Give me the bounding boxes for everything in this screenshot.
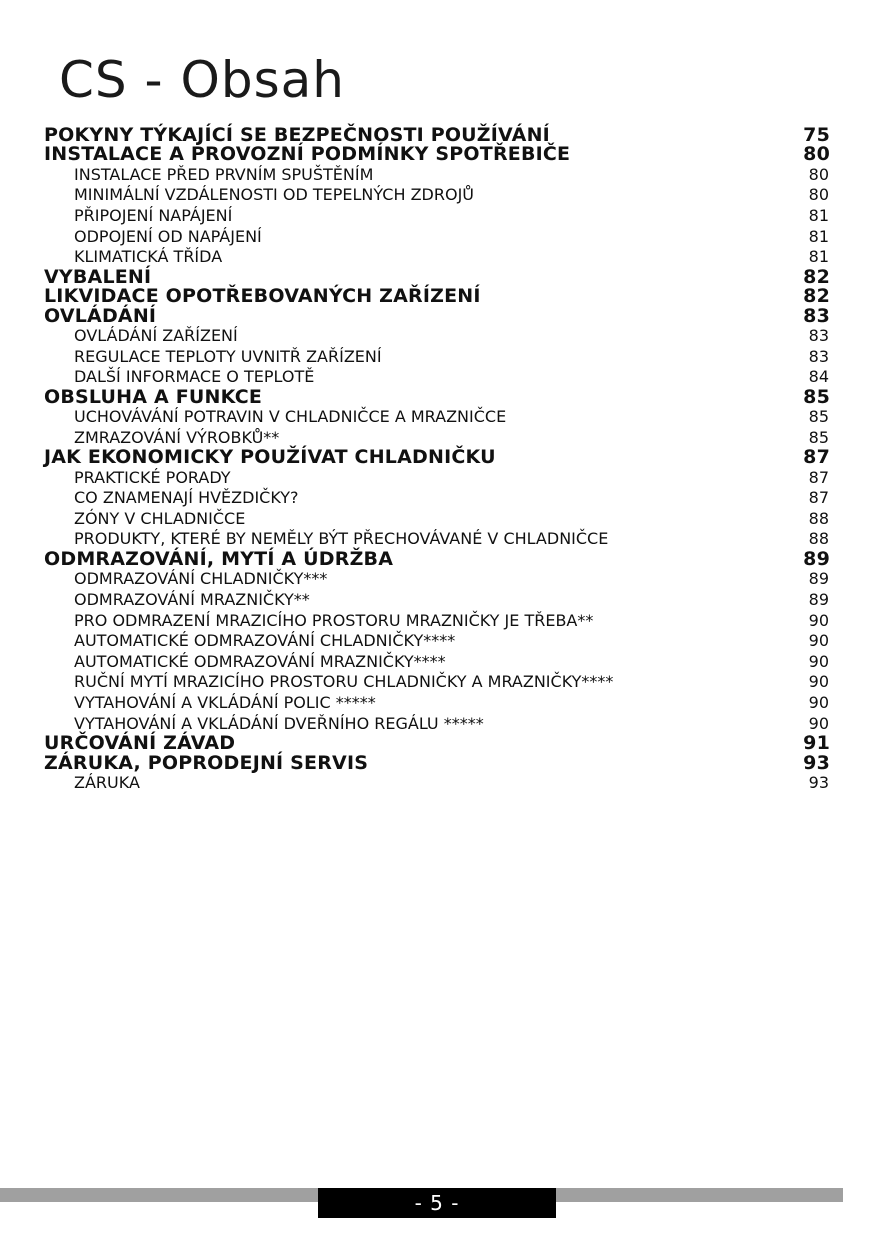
toc-page-number: 85 <box>808 407 829 427</box>
toc-page-number: 81 <box>808 247 829 267</box>
toc-page-number: 90 <box>808 713 829 733</box>
toc-page-number: 82 <box>803 285 830 308</box>
toc-chapter <box>44 751 830 774</box>
toc-label: UCHOVÁVÁNÍ POTRAVIN V CHLADNIČCE A MRAZNIČCE <box>74 407 507 427</box>
toc-page-number: 85 <box>808 427 829 447</box>
toc-label: CO ZNAMENAJÍ HVĚZDIČKY? <box>74 488 299 508</box>
toc-label: VYTAHOVÁNÍ A VKLÁDÁNÍ DVEŘNÍHO REGÁLU ***** <box>74 713 484 733</box>
toc-label: ODMRAZOVÁNÍ, MYTÍ A ÚDRŽBA <box>44 548 394 571</box>
toc-label: AUTOMATICKÉ ODMRAZOVÁNÍ CHLADNIČKY**** <box>74 631 456 651</box>
toc-page-number: 93 <box>803 751 830 774</box>
toc-section <box>44 611 830 632</box>
toc-label: VYBALENÍ <box>44 265 152 288</box>
toc-label: PŘIPOJENÍ NAPÁJENÍ <box>74 205 233 225</box>
toc-section <box>44 693 830 714</box>
toc-label: ODMRAZOVÁNÍ MRAZNIČKY** <box>74 590 310 610</box>
toc-page-number: 81 <box>808 226 829 246</box>
toc-label: DALŠÍ INFORMACE O TEPLOTĚ <box>74 367 315 387</box>
toc-label: JAK EKONOMICKY POUŽÍVAT CHLADNIČKU <box>44 446 496 469</box>
toc-section <box>44 185 830 206</box>
toc-section <box>44 165 830 186</box>
toc-label: PRODUKTY, KTERÉ BY NEMĚLY BÝT PŘECHOVÁVANÉ V CHLADNIČCE <box>74 529 609 549</box>
page-title: CS - Obsah <box>59 51 345 109</box>
toc-page-number: 88 <box>808 508 829 528</box>
toc-label: PRAKTICKÉ PORADY <box>74 467 231 487</box>
toc-section <box>44 652 830 673</box>
toc-label: INSTALACE PŘED PRVNÍM SPUŠTĚNÍM <box>74 164 374 184</box>
toc-section <box>44 206 830 227</box>
toc-page-number: 83 <box>808 346 829 366</box>
toc-page-number: 90 <box>808 610 829 630</box>
toc-label: MINIMÁLNÍ VZDÁLENOSTI OD TEPELNÝCH ZDROJŮ <box>74 185 474 205</box>
toc-label: AUTOMATICKÉ ODMRAZOVÁNÍ MRAZNIČKY**** <box>74 651 446 671</box>
toc-page-number: 80 <box>808 164 829 184</box>
toc-chapter <box>44 145 830 164</box>
toc-page-number: 89 <box>803 548 830 571</box>
toc-label: OBSLUHA A FUNKCE <box>44 385 263 408</box>
toc-chapter <box>44 304 830 327</box>
toc-label: LIKVIDACE OPOTŘEBOVANÝCH ZAŘÍZENÍ <box>44 285 481 308</box>
toc-section <box>44 326 830 347</box>
toc-chapter <box>44 448 830 467</box>
toc-section <box>44 529 830 550</box>
toc-section <box>44 347 830 368</box>
toc-label: REGULACE TEPLOTY UVNITŘ ZAŘÍZENÍ <box>74 346 382 366</box>
toc-page-number: 89 <box>808 569 829 589</box>
toc-label: OVLÁDÁNÍ <box>44 304 157 327</box>
toc-label: OVLÁDÁNÍ ZAŘÍZENÍ <box>74 325 238 345</box>
toc-chapter <box>44 385 830 408</box>
toc-label: ZÁRUKA <box>74 772 140 792</box>
toc-page-number: 90 <box>808 651 829 671</box>
toc-page-number: 80 <box>803 143 830 166</box>
toc-page-number: 87 <box>808 467 829 487</box>
toc-label: POKYNY TÝKAJÍCÍ SE BEZPEČNOSTI POUŽÍVÁNÍ <box>44 123 550 146</box>
toc-page-number: 84 <box>808 367 829 387</box>
toc-page-number: 82 <box>803 265 830 288</box>
toc-page-number: 90 <box>808 631 829 651</box>
toc-section <box>44 773 830 794</box>
toc-page-number: 91 <box>803 732 830 755</box>
toc-section <box>44 468 830 489</box>
toc-section <box>44 407 830 428</box>
toc-page-number: 90 <box>808 672 829 692</box>
toc-section <box>44 367 830 388</box>
toc-label: INSTALACE A PROVOZNÍ PODMÍNKY SPOTŘEBIČE <box>44 143 571 166</box>
toc-label: ODPOJENÍ OD NAPÁJENÍ <box>74 226 262 246</box>
toc-page-number: 80 <box>808 185 829 205</box>
toc-page-number: 93 <box>808 772 829 792</box>
toc-label: URČOVÁNÍ ZÁVAD <box>44 732 236 755</box>
toc-label: PRO ODMRAZENÍ MRAZICÍHO PROSTORU MRAZNIČKY JE TŘEBA** <box>74 610 594 630</box>
toc-label: ODMRAZOVÁNÍ CHLADNIČKY*** <box>74 569 328 589</box>
toc-section <box>44 631 830 652</box>
toc-section <box>44 227 830 248</box>
table-of-contents <box>44 123 830 794</box>
toc-page-number: 89 <box>808 590 829 610</box>
toc-page-number: 85 <box>803 385 830 408</box>
toc-page-number: 81 <box>808 205 829 225</box>
toc-page-number: 83 <box>803 304 830 327</box>
toc-page-number: 87 <box>808 488 829 508</box>
toc-chapter <box>44 550 830 569</box>
toc-page-number: 90 <box>808 693 829 712</box>
toc-page-number: 75 <box>803 123 830 146</box>
toc-section <box>44 488 830 509</box>
toc-page-number: 87 <box>803 446 830 469</box>
toc-label: ZMRAZOVÁNÍ VÝROBKŮ** <box>74 427 280 447</box>
toc-label: KLIMATICKÁ TŘÍDA <box>74 247 223 267</box>
toc-label: RUČNÍ MYTÍ MRAZICÍHO PROSTORU CHLADNIČKY A MRAZNIČKY**** <box>74 672 614 692</box>
toc-section <box>44 590 830 611</box>
toc-page-number: 88 <box>808 529 829 549</box>
toc-chapter <box>44 734 830 753</box>
toc-label: VYTAHOVÁNÍ A VKLÁDÁNÍ POLIC ***** <box>74 693 376 712</box>
toc-page-number: 83 <box>808 325 829 345</box>
toc-section <box>44 509 830 530</box>
toc-section <box>44 247 830 268</box>
toc-section <box>44 569 830 590</box>
page-number: - 5 - <box>318 1188 556 1218</box>
toc-label: ZÓNY V CHLADNIČCE <box>74 508 246 528</box>
toc-chapter <box>44 287 830 306</box>
toc-label: ZÁRUKA, POPRODEJNÍ SERVIS <box>44 751 369 774</box>
toc-section <box>44 672 830 693</box>
